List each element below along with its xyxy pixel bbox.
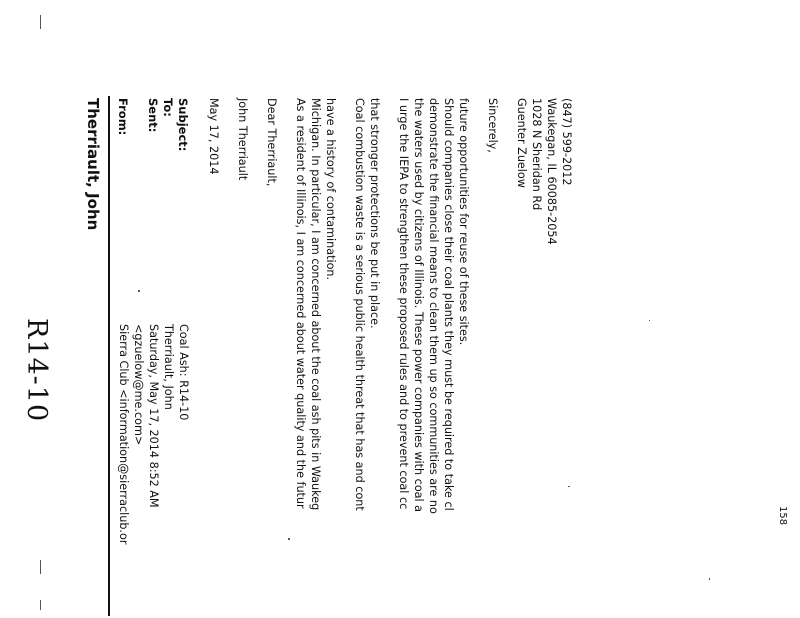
scan-edge-mark	[40, 560, 41, 574]
paragraph-line: As a resident of Illinois, I am concerned about water quality and the futur	[294, 98, 307, 509]
to-label: To:	[161, 98, 175, 117]
paragraph-line: Coal combustion waste is a serious public health threat that has and cont	[353, 98, 366, 511]
subject-label: Subject:	[176, 98, 190, 152]
sent-value: Saturday, May 17, 2014 8:52 AM	[147, 324, 160, 508]
scan-speck	[138, 290, 140, 292]
letter-closing: Sincerely,	[486, 98, 499, 153]
sent-label: Sent:	[146, 98, 160, 133]
scan-speck	[649, 320, 650, 321]
paragraph-line: demonstrate the financial means to clean them up so communities are no	[427, 98, 440, 514]
signature-line: (847) 599-2012	[560, 98, 573, 186]
paragraph-line: Should companies close their coal plants they must be required to take cl	[442, 98, 455, 511]
scan-speck	[288, 538, 290, 540]
from-value: Sierra Club <information@sierraclub.or	[117, 324, 130, 545]
document-code: R14-10	[21, 318, 52, 423]
page-number: 158	[777, 506, 788, 526]
scan-edge-mark	[40, 600, 41, 610]
signature-line: Guenter Zuelow	[515, 98, 528, 188]
signature-line: 1028 N Sheridan Rd	[530, 98, 543, 211]
from-value-line2: <gzuelow@me.com>	[132, 324, 145, 446]
letter-date: May 17, 2014	[207, 98, 220, 175]
paragraph-line: future opportunities for reuse of these sites.	[457, 98, 470, 346]
paragraph-line: I urge the IEPA to strengthen these proposed rules and to prevent coal cc	[397, 98, 410, 510]
subject-value: Coal Ash: R14-10	[177, 324, 190, 421]
scan-speck	[709, 578, 710, 580]
paragraph-line: the waters used by citizens of Illinois. These power companies with coal a	[412, 98, 425, 513]
scan-speck	[568, 486, 570, 487]
sender-name: Therriault, John	[84, 98, 102, 231]
to-value: Therriault, John	[162, 324, 175, 410]
letter-recipient: John Therriault	[236, 98, 249, 181]
header-rule	[108, 96, 110, 616]
paragraph-line: have a history of contamination.	[324, 98, 337, 281]
from-label: From:	[116, 98, 130, 136]
scan-edge-mark	[40, 15, 41, 29]
letter-salutation: Dear Therriault,	[265, 98, 278, 187]
paragraph-line: Michigan. In particular, I am concerned about the coal ash pits in Waukeg	[309, 98, 322, 511]
signature-line: Waukegan, IL 60085-2054	[545, 98, 558, 245]
paragraph-line: that stronger protections be put in place.	[368, 98, 381, 329]
